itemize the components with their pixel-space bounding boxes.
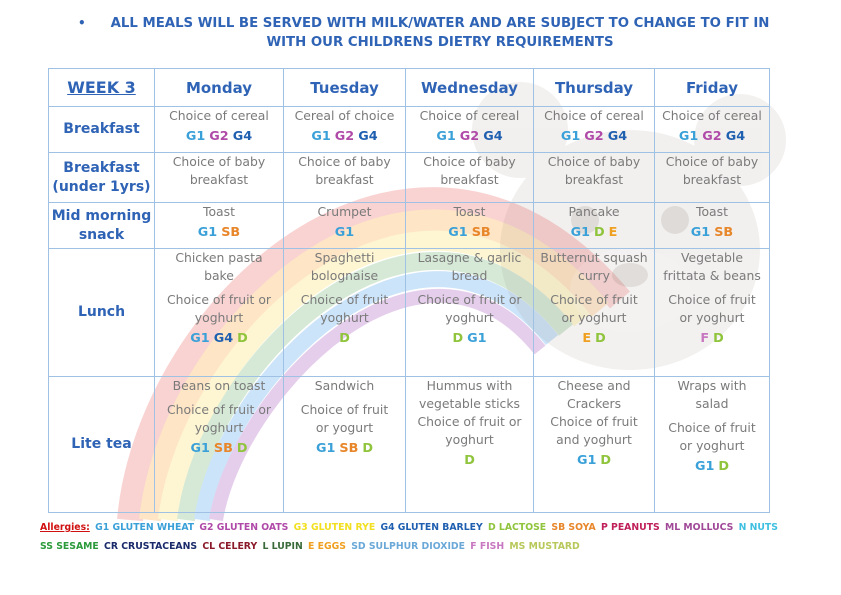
menu-item-text: Cereal of choice <box>294 108 395 123</box>
allergen-code: E <box>608 225 618 240</box>
menu-item-text: Pancake <box>568 204 620 219</box>
menu-item-text: and yoghurt <box>556 432 632 447</box>
menu-cell <box>406 107 534 153</box>
allergen-code: G1 <box>197 225 218 240</box>
allergy-item: SS SESAME <box>40 541 99 552</box>
menu-item-text: or yogurt <box>315 420 374 435</box>
menu-cell <box>155 107 284 153</box>
menu-item-text: vegetable sticks <box>419 396 520 411</box>
menu-item-text: Crumpet <box>317 204 372 219</box>
meal-label <box>49 249 155 377</box>
allergen-code: SB <box>471 225 491 240</box>
allergen-codes <box>535 452 653 470</box>
allergen-code: G2 <box>702 129 722 144</box>
menu-cell <box>655 377 770 513</box>
menu-item-text: breakfast <box>682 172 742 187</box>
allergy-item: G2 GLUTEN OATS <box>199 522 289 533</box>
menu-item-text: Beans on toast <box>172 378 266 393</box>
allergen-code: G1 <box>334 225 355 240</box>
allergy-item: N NUTS <box>738 522 778 533</box>
allergen-code: SB <box>339 441 359 456</box>
allergy-item: F FISH <box>470 541 505 552</box>
allergy-title: Allergies: <box>40 522 90 533</box>
allergen-code: SB <box>714 225 734 240</box>
allergen-code: D <box>594 225 605 240</box>
menu-cell <box>655 203 770 249</box>
menu-item-text: Toast <box>453 204 486 219</box>
meal-label <box>49 153 155 203</box>
menu-item-text: bolognaise <box>310 268 379 283</box>
allergen-codes <box>535 224 653 242</box>
menu-item-text: Sandwich <box>314 378 375 393</box>
meal-label <box>49 107 155 153</box>
menu-item-text: Choice of baby <box>665 154 759 169</box>
menu-item-text: Butternut squash <box>540 250 648 265</box>
allergen-code: G1 <box>690 225 711 240</box>
menu-cell <box>406 249 534 377</box>
menu-item-text: breakfast <box>564 172 624 187</box>
menu-item-text: Choice of fruit <box>668 292 756 307</box>
meal-row <box>49 153 770 203</box>
allergen-codes <box>656 128 768 146</box>
menu-item-text: Choice of fruit <box>668 420 756 435</box>
allergen-code: D <box>595 331 606 346</box>
allergen-codes <box>535 330 653 348</box>
meal-label <box>49 377 155 513</box>
menu-item-text: bake <box>204 268 234 283</box>
menu-cell <box>534 377 655 513</box>
allergy-item: E EGGS <box>308 541 346 552</box>
meal-label-line: Breakfast <box>63 159 140 176</box>
allergy-item: G4 GLUTEN BARLEY <box>380 522 483 533</box>
day-header-1: Tuesday <box>284 69 406 107</box>
menu-item-text: yoghurt <box>445 432 494 447</box>
menu-cell <box>534 249 655 377</box>
allergen-code: G1 <box>315 441 336 456</box>
menu-item-text: Toast <box>203 204 235 219</box>
menu-item-text: breakfast <box>189 172 249 187</box>
allergen-code: SB <box>221 225 241 240</box>
day-header-4: Friday <box>655 69 770 107</box>
menu-table <box>48 68 770 513</box>
allergen-code: D <box>362 441 374 456</box>
notice-line-2: WITH OUR CHILDRENS DIETRY REQUIREMENTS <box>266 35 614 50</box>
menu-item-text: yoghurt <box>320 310 369 325</box>
allergen-code: G2 <box>584 129 604 144</box>
allergen-code: G2 <box>209 129 229 144</box>
allergy-item: G1 GLUTEN WHEAT <box>95 522 195 533</box>
menu-item-text: Choice of baby <box>298 154 391 169</box>
allergen-code: D <box>237 331 248 346</box>
menu-item-text: Choice of fruit <box>550 414 638 429</box>
allergen-codes <box>285 440 404 458</box>
meal-label-line: (under 1yrs) <box>52 178 151 195</box>
menu-cell <box>406 153 534 203</box>
menu-item-text: Chicken pasta <box>175 250 263 265</box>
allergen-codes <box>285 224 404 242</box>
allergen-code: G1 <box>436 129 456 144</box>
allergen-codes <box>656 330 768 348</box>
allergen-code: G1 <box>190 331 210 346</box>
menu-item-text: salad <box>695 396 729 411</box>
menu-item-text: Wraps with <box>677 378 747 393</box>
menu-cell <box>284 153 406 203</box>
allergen-code: D <box>718 459 730 474</box>
allergen-code: G4 <box>607 129 628 144</box>
allergen-code: D <box>339 331 350 346</box>
menu-item-text: Choice of cereal <box>662 108 762 123</box>
allergen-codes <box>656 458 768 476</box>
meal-label-line: snack <box>78 226 125 243</box>
menu-item-text: Vegetable <box>680 250 743 265</box>
menu-item-text: Choice of cereal <box>419 108 520 123</box>
allergy-item: CR CRUSTACEANS <box>104 541 198 552</box>
menu-cell <box>534 107 655 153</box>
allergen-codes <box>407 452 532 470</box>
menu-cell <box>406 377 534 513</box>
meal-label-line: Lite tea <box>71 436 132 452</box>
allergen-code: E <box>582 331 592 346</box>
menu-item-text: yoghurt <box>194 310 244 325</box>
menu-item-text: Lasagne & garlic <box>417 250 522 265</box>
allergen-codes <box>535 128 653 146</box>
allergy-item: G3 GLUTEN RYE <box>293 522 376 533</box>
allergen-code: F <box>700 331 710 346</box>
menu-cell <box>655 107 770 153</box>
menu-cell <box>284 249 406 377</box>
menu-item-text: yoghurt <box>194 420 244 435</box>
menu-item-text: curry <box>578 268 610 283</box>
menu-cell <box>284 107 406 153</box>
notice-header <box>70 14 810 52</box>
menu-item-text: Toast <box>696 204 728 219</box>
menu-item-text: Choice of fruit <box>550 292 638 307</box>
allergen-code: G1 <box>311 129 331 144</box>
menu-item-text: Spaghetti <box>314 250 375 265</box>
menu-item-text: breakfast <box>315 172 374 187</box>
menu-item-text: Cheese and <box>557 378 631 393</box>
allergen-code: D <box>464 453 475 468</box>
meal-row <box>49 249 770 377</box>
week-label: WEEK 3 <box>49 69 155 107</box>
menu-item-text: Choice of fruit or <box>417 414 522 429</box>
allergy-item: ML MOLLUCS <box>665 522 734 533</box>
allergen-code: G1 <box>694 459 715 474</box>
menu-item-text: breakfast <box>440 172 499 187</box>
meal-label <box>49 203 155 249</box>
allergen-codes <box>407 330 532 348</box>
day-header-2: Wednesday <box>406 69 534 107</box>
allergen-codes <box>285 330 404 348</box>
allergen-codes <box>285 128 404 146</box>
allergen-codes <box>656 224 768 242</box>
menu-item-text: Choice of baby <box>172 154 266 169</box>
menu-item-text: or yoghurt <box>561 310 627 325</box>
allergy-item: MS MUSTARD <box>509 541 580 552</box>
allergen-codes <box>156 440 282 458</box>
allergen-code: G1 <box>448 225 468 240</box>
menu-item-text: Choice of fruit <box>300 292 389 307</box>
day-header-3: Thursday <box>534 69 655 107</box>
allergen-code: G1 <box>570 225 591 240</box>
menu-item-text: frittata & beans <box>663 268 761 283</box>
menu-item-text: Choice of baby <box>547 154 641 169</box>
allergen-codes <box>407 224 532 242</box>
menu-cell <box>406 203 534 249</box>
menu-item-text: or yoghurt <box>679 310 745 325</box>
menu-cell <box>284 377 406 513</box>
allergen-code: G1 <box>190 441 210 456</box>
allergen-code: D <box>600 453 612 468</box>
menu-item-text: Hummus with <box>426 378 513 393</box>
allergen-codes <box>407 128 532 146</box>
allergy-item: P PEANUTS <box>600 522 660 533</box>
menu-cell <box>534 203 655 249</box>
allergen-code: G4 <box>232 129 253 144</box>
allergen-code: SB <box>213 441 233 456</box>
menu-cell <box>155 249 284 377</box>
bullet-icon: • <box>78 16 86 30</box>
meal-row <box>49 203 770 249</box>
menu-cell <box>655 153 770 203</box>
allergy-item: SB SOYA <box>551 522 596 533</box>
allergen-code: G1 <box>560 129 581 144</box>
allergen-code: G1 <box>185 129 206 144</box>
allergen-codes <box>156 224 282 242</box>
allergen-code: G2 <box>334 129 355 144</box>
allergen-code: G2 <box>459 129 480 144</box>
meal-row <box>49 377 770 513</box>
allergy-item: CL CELERY <box>202 541 258 552</box>
allergen-code: G4 <box>725 129 746 144</box>
menu-cell <box>155 203 284 249</box>
day-header-0: Monday <box>155 69 284 107</box>
meal-row <box>49 107 770 153</box>
allergy-item: SD SULPHUR DIOXIDE <box>351 541 466 552</box>
allergy-item: D LACTOSE <box>487 522 547 533</box>
menu-item-text: Crackers <box>566 396 622 411</box>
menu-item-text: or yoghurt <box>679 438 745 453</box>
menu-item-text: Choice of fruit or <box>166 402 271 417</box>
allergen-code: G4 <box>358 129 378 144</box>
allergen-code: G4 <box>213 331 234 346</box>
allergy-item: L LUPIN <box>262 541 303 552</box>
allergen-code: D <box>452 331 464 346</box>
menu-item-text: Choice of fruit or <box>166 292 271 307</box>
menu-cell <box>155 377 284 513</box>
menu-item-text: Choice of fruit or <box>417 292 522 307</box>
menu-item-text: Choice of baby <box>423 154 516 169</box>
menu-item-text: bread <box>451 268 488 283</box>
allergen-code: D <box>713 331 724 346</box>
menu-cell <box>284 203 406 249</box>
allergen-codes <box>156 330 282 348</box>
menu-item-text: yoghurt <box>445 310 494 325</box>
meal-label-line: Mid morning <box>51 207 152 224</box>
allergen-code: G1 <box>678 129 699 144</box>
allergy-key <box>40 518 820 556</box>
allergen-code: G1 <box>467 331 487 346</box>
menu-item-text: Choice of fruit <box>300 402 389 417</box>
menu-cell <box>155 153 284 203</box>
menu-item-text: Choice of cereal <box>169 108 269 123</box>
menu-cell <box>655 249 770 377</box>
meal-label-line: Breakfast <box>63 121 140 137</box>
menu-item-text: Choice of cereal <box>544 108 644 123</box>
notice-line-1: ALL MEALS WILL BE SERVED WITH MILK/WATER AND ARE SUBJECT TO CHANGE TO FIT IN <box>110 16 770 31</box>
allergen-code: G4 <box>483 129 503 144</box>
meal-label-line: Lunch <box>77 304 126 320</box>
allergen-codes <box>156 128 282 146</box>
allergen-code: D <box>236 441 248 456</box>
allergen-code: G1 <box>576 453 597 468</box>
menu-cell <box>534 153 655 203</box>
